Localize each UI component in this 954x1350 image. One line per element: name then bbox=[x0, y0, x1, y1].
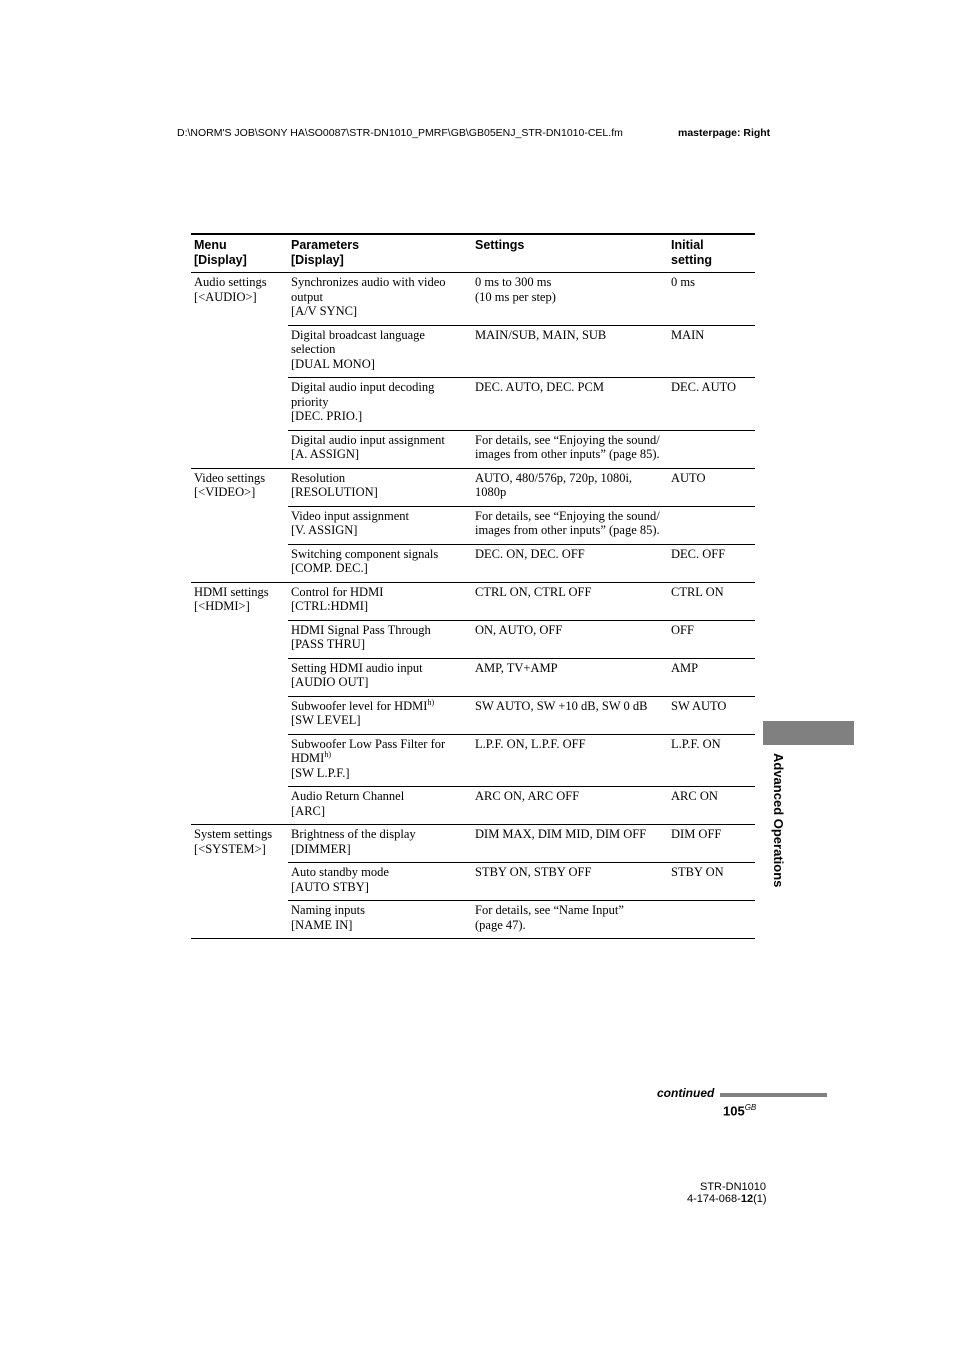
settings-cell: ON, AUTO, OFF bbox=[472, 620, 668, 658]
continued-bar bbox=[720, 1093, 827, 1097]
column-header-settings: Settings bbox=[472, 234, 668, 273]
model-number: STR-DN1010 bbox=[700, 1181, 767, 1193]
table-row bbox=[191, 901, 755, 939]
settings-cell: 0 ms to 300 ms (10 ms per step) bbox=[472, 273, 668, 326]
settings-cell: DEC. AUTO, DEC. PCM bbox=[472, 378, 668, 431]
table-row bbox=[191, 273, 755, 326]
column-header-parameters: Parameters [Display] bbox=[288, 234, 472, 273]
settings-cell: MAIN/SUB, MAIN, SUB bbox=[472, 325, 668, 378]
continued-label: continued bbox=[657, 1086, 715, 1100]
param-cell: Digital audio input decoding priority [DEC. PRIO.] bbox=[288, 378, 472, 431]
settings-cell: DIM MAX, DIM MID, DIM OFF bbox=[472, 825, 668, 863]
initial-cell: L.P.F. ON bbox=[668, 734, 755, 787]
settings-cell: AMP, TV+AMP bbox=[472, 658, 668, 696]
table-row bbox=[191, 658, 755, 696]
initial-cell bbox=[668, 901, 755, 939]
table-row bbox=[191, 825, 755, 863]
settings-cell: AUTO, 480/576p, 720p, 1080i, 1080p bbox=[472, 468, 668, 506]
table-row bbox=[191, 734, 755, 787]
table-row bbox=[191, 696, 755, 734]
param-cell: Auto standby mode [AUTO STBY] bbox=[288, 863, 472, 901]
table-row bbox=[191, 468, 755, 506]
menu-cell-system: System settings [<SYSTEM>] bbox=[191, 825, 288, 863]
param-cell: Digital audio input assignment [A. ASSIGN] bbox=[288, 430, 472, 468]
param-cell: Resolution [RESOLUTION] bbox=[288, 468, 472, 506]
initial-cell: CTRL ON bbox=[668, 582, 755, 620]
initial-cell: SW AUTO bbox=[668, 696, 755, 734]
param-cell: Subwoofer Low Pass Filter for HDMI$^{h)}$ [SW L.P.F.] bbox=[288, 734, 472, 787]
param-cell: Synchronizes audio with video output [A/V SYNC] bbox=[288, 273, 472, 326]
initial-cell bbox=[668, 506, 755, 544]
param-cell: Video input assignment [V. ASSIGN] bbox=[288, 506, 472, 544]
table-row bbox=[191, 430, 755, 468]
settings-table bbox=[191, 233, 755, 939]
footnote-marker: h) bbox=[324, 749, 332, 759]
settings-cell: L.P.F. ON, L.P.F. OFF bbox=[472, 734, 668, 787]
initial-cell: AUTO bbox=[668, 468, 755, 506]
column-header-menu: Menu [Display] bbox=[191, 234, 288, 273]
table-row bbox=[191, 506, 755, 544]
table-row bbox=[191, 544, 755, 582]
table-row bbox=[191, 582, 755, 620]
table-row bbox=[191, 620, 755, 658]
table-row bbox=[191, 378, 755, 431]
settings-cell: SW AUTO, SW +10 dB, SW 0 dB bbox=[472, 696, 668, 734]
table-header-row bbox=[191, 234, 755, 273]
settings-cell: For details, see “Enjoying the sound/ images from other inputs” (page 85). bbox=[472, 506, 668, 544]
param-cell: Digital broadcast language selection [DUAL MONO] bbox=[288, 325, 472, 378]
initial-cell: AMP bbox=[668, 658, 755, 696]
param-cell: Switching component signals [COMP. DEC.] bbox=[288, 544, 472, 582]
param-cell: HDMI Signal Pass Through [PASS THRU] bbox=[288, 620, 472, 658]
settings-cell: STBY ON, STBY OFF bbox=[472, 863, 668, 901]
initial-cell: DIM OFF bbox=[668, 825, 755, 863]
menu-cell-video: Video settings [<VIDEO>] bbox=[191, 468, 288, 506]
menu-cell-audio: Audio settings [<AUDIO>] bbox=[191, 273, 288, 326]
table-row bbox=[191, 787, 755, 825]
section-tab-marker bbox=[763, 721, 854, 745]
part-code: 4-174-068-12(1) bbox=[687, 1193, 767, 1205]
param-cell: Control for HDMI [CTRL:HDMI] bbox=[288, 582, 472, 620]
initial-cell: DEC. OFF bbox=[668, 544, 755, 582]
header-file-path: D:\NORM'S JOB\SONY HA\SO0087\STR-DN1010_PMRF\GB\GB05ENJ_STR-DN1010-CEL.fm bbox=[177, 127, 623, 139]
menu-cell-hdmi: HDMI settings [<HDMI>] bbox=[191, 582, 288, 620]
settings-cell: DEC. ON, DEC. OFF bbox=[472, 544, 668, 582]
param-cell: Brightness of the display [DIMMER] bbox=[288, 825, 472, 863]
settings-cell: For details, see “Name Input” (page 47). bbox=[472, 901, 668, 939]
initial-cell: MAIN bbox=[668, 325, 755, 378]
column-header-initial: Initial setting bbox=[668, 234, 755, 273]
settings-cell: ARC ON, ARC OFF bbox=[472, 787, 668, 825]
footnote-marker: h) bbox=[427, 697, 435, 707]
page-number: $105^{GB}$ bbox=[723, 1103, 757, 1119]
initial-cell: OFF bbox=[668, 620, 755, 658]
initial-cell: STBY ON bbox=[668, 863, 755, 901]
param-cell: Subwoofer level for HDMI$^{h)}$ [SW LEVEL] bbox=[288, 696, 472, 734]
page-number-suffix: GB bbox=[744, 1103, 757, 1112]
initial-cell bbox=[668, 430, 755, 468]
initial-cell: 0 ms bbox=[668, 273, 755, 326]
initial-cell: DEC. AUTO bbox=[668, 378, 755, 431]
param-cell: Audio Return Channel [ARC] bbox=[288, 787, 472, 825]
section-side-label: Advanced Operations bbox=[771, 753, 786, 888]
table-row bbox=[191, 863, 755, 901]
initial-cell: ARC ON bbox=[668, 787, 755, 825]
settings-cell: For details, see “Enjoying the sound/ images from other inputs” (page 85). bbox=[472, 430, 668, 468]
settings-cell: CTRL ON, CTRL OFF bbox=[472, 582, 668, 620]
header-masterpage: masterpage: Right bbox=[678, 127, 771, 139]
param-cell: Naming inputs [NAME IN] bbox=[288, 901, 472, 939]
table-row bbox=[191, 325, 755, 378]
param-cell: Setting HDMI audio input [AUDIO OUT] bbox=[288, 658, 472, 696]
